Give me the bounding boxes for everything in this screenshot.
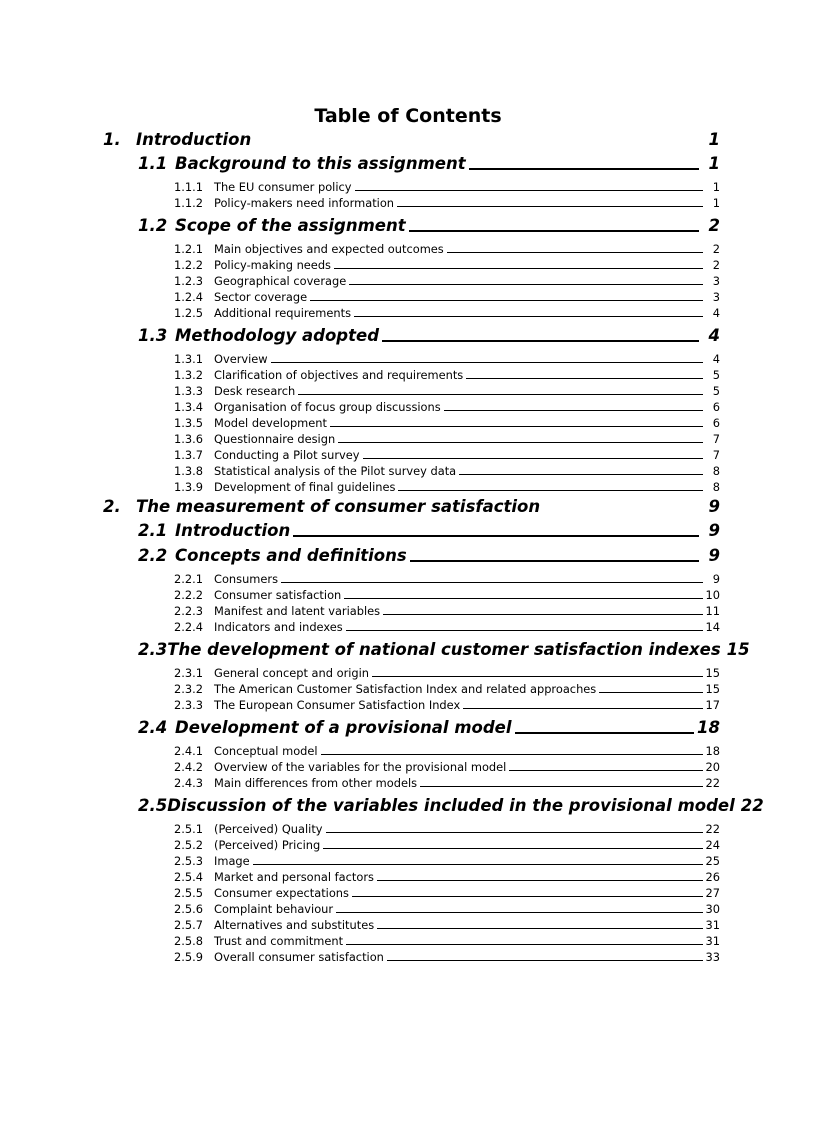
toc-leader-line <box>326 832 703 833</box>
toc-entry-level-3[interactable] <box>174 256 720 272</box>
toc-entry-page: 26 <box>705 870 720 884</box>
toc-entry-page: 7 <box>712 448 720 462</box>
toc-entry-page: 8 <box>712 480 720 494</box>
toc-entry-page: 10 <box>705 588 720 602</box>
toc-entry-title: Indicators and indexes <box>214 620 343 634</box>
toc-entry-level-3[interactable] <box>174 462 720 478</box>
toc-entry-title: Overall consumer satisfaction <box>214 950 384 964</box>
toc-leader-line <box>253 864 703 865</box>
toc-entry-number: 1.2 <box>138 216 168 235</box>
toc-entry-title: Consumer satisfaction <box>214 588 342 602</box>
toc-entry-number: 2.3.1 <box>174 666 203 680</box>
toc-entry-level-3[interactable] <box>174 932 720 948</box>
toc-leader-line <box>334 268 703 269</box>
toc-entry-level-3[interactable] <box>174 414 720 430</box>
toc-entry-level-3[interactable] <box>174 948 720 964</box>
toc-leader-line <box>377 928 702 929</box>
toc-entry-number: 2. <box>103 497 121 516</box>
toc-entry-page: 22 <box>705 776 720 790</box>
toc-entry-number: 1.2.1 <box>174 242 203 256</box>
toc-leader-line <box>398 490 703 491</box>
toc-entry-page: 3 <box>712 290 720 304</box>
toc-entry-level-3[interactable] <box>174 868 720 884</box>
toc-leader-line <box>372 676 702 677</box>
toc-entry-number: 2.4.1 <box>174 744 203 758</box>
toc-entry-number: 2.3.2 <box>174 682 203 696</box>
toc-leader-line <box>383 614 702 615</box>
toc-entry-number: 2.5.3 <box>174 854 203 868</box>
toc-entry-page: 22 <box>740 796 764 815</box>
toc-leader-line <box>410 560 699 562</box>
toc-entry-level-3[interactable] <box>174 664 720 680</box>
toc-entry-title: Overview of the variables for the provisional model <box>214 760 507 774</box>
toc-entry-number: 1.3 <box>138 326 168 345</box>
toc-leader-line <box>363 458 704 459</box>
toc-entry-page: 6 <box>712 416 720 430</box>
toc-entry-level-3[interactable] <box>174 916 720 932</box>
toc-leader-line <box>444 410 703 411</box>
toc-entry-title: Statistical analysis of the Pilot survey data <box>214 464 457 478</box>
toc-entry-level-2[interactable] <box>138 545 720 565</box>
toc-entry-number: 2.2.3 <box>174 604 203 618</box>
toc-entry-title: Conceptual model <box>214 744 318 758</box>
toc-entry-title: The European Consumer Satisfaction Index <box>214 698 461 712</box>
toc-entry-page: 9 <box>708 521 720 540</box>
toc-entry-page: 3 <box>712 274 720 288</box>
toc-entry-number: 1.1.2 <box>174 196 203 210</box>
toc-entry-level-3[interactable] <box>174 758 720 774</box>
toc-entry-page: 4 <box>712 352 720 366</box>
toc-entry-title: Additional requirements <box>214 306 352 320</box>
toc-leader-line <box>387 960 703 961</box>
toc-leader-line <box>466 378 703 379</box>
toc-entry-number: 2.4 <box>138 718 168 737</box>
toc-entry-level-1[interactable] <box>103 129 720 149</box>
toc-entry-level-3[interactable] <box>174 366 720 382</box>
toc-entry-level-3[interactable] <box>174 884 720 900</box>
toc-entry-title: Methodology adopted <box>175 326 380 345</box>
toc-entry-level-3[interactable] <box>174 350 720 366</box>
toc-entry-number: 1.3.4 <box>174 400 203 414</box>
toc-entry-number: 1.2.3 <box>174 274 203 288</box>
toc-entry-page: 31 <box>705 918 720 932</box>
toc-entry-title: Complaint behaviour <box>214 902 334 916</box>
toc-entry-page: 9 <box>708 497 720 516</box>
toc-entry-number: 1.3.6 <box>174 432 203 446</box>
toc-entry-level-2[interactable] <box>138 795 764 815</box>
toc-leader-line <box>336 912 702 913</box>
toc-leader-line <box>310 300 703 301</box>
toc-entry-title: Introduction <box>175 521 291 540</box>
toc-entry-level-2[interactable] <box>138 153 720 173</box>
toc-entry-page: 1 <box>708 130 720 149</box>
toc-entry-number: 1. <box>103 130 121 149</box>
toc-entry-number: 2.2.4 <box>174 620 203 634</box>
toc-entry-level-2[interactable] <box>138 215 720 235</box>
toc-entry-level-3[interactable] <box>174 836 720 852</box>
toc-entry-title: The development of national customer satisfaction indexes <box>167 640 721 659</box>
toc-entry-level-3[interactable] <box>174 446 720 462</box>
toc-entry-title: Trust and commitment <box>214 934 344 948</box>
toc-entry-level-3[interactable] <box>174 820 720 836</box>
toc-entry-level-3[interactable] <box>174 194 720 210</box>
toc-entry-level-3[interactable] <box>174 272 720 288</box>
toc-entry-number: 1.3.1 <box>174 352 203 366</box>
toc-entry-title: Overview <box>214 352 268 366</box>
toc-entry-page: 5 <box>712 384 720 398</box>
toc-entry-title: Development of a provisional model <box>175 718 512 737</box>
toc-entry-level-2[interactable] <box>138 520 720 540</box>
toc-entry-title: Questionnaire design <box>214 432 336 446</box>
toc-entry-page: 7 <box>712 432 720 446</box>
toc-leader-line <box>293 535 699 537</box>
toc-leader-line <box>346 944 702 945</box>
toc-entry-level-3[interactable] <box>174 430 720 446</box>
toc-entry-page: 15 <box>726 640 750 659</box>
toc-entry-level-3[interactable] <box>174 774 720 790</box>
toc-entry-title: Scope of the assignment <box>175 216 406 235</box>
toc-entry-page: 31 <box>705 934 720 948</box>
toc-entry-title: Main differences from other models <box>214 776 418 790</box>
toc-entry-level-2[interactable] <box>138 717 720 737</box>
toc-entry-level-2[interactable] <box>138 325 720 345</box>
toc-entry-title: Alternatives and substitutes <box>214 918 375 932</box>
toc-leader-line <box>459 474 703 475</box>
toc-entry-level-3[interactable] <box>174 478 720 494</box>
toc-leader-line <box>599 692 702 693</box>
toc-entry-title: Image <box>214 854 250 868</box>
toc-entry-number: 2.5 <box>138 796 168 815</box>
toc-entry-page: 8 <box>712 464 720 478</box>
page-title: Table of Contents <box>314 105 502 127</box>
toc-entry-title: Introduction <box>136 130 252 149</box>
toc-entry-title: Main objectives and expected outcomes <box>214 242 444 256</box>
toc-entry-number: 1.1 <box>138 154 168 173</box>
toc-leader-line <box>352 896 703 897</box>
toc-entry-level-3[interactable] <box>174 680 720 696</box>
toc-leader-line <box>377 880 703 881</box>
toc-entry-page: 30 <box>705 902 720 916</box>
toc-entry-title: (Perceived) Pricing <box>214 838 321 852</box>
toc-entry-level-3[interactable] <box>174 240 720 256</box>
toc-entry-number: 2.2.2 <box>174 588 203 602</box>
toc-entry-number: 2.5.6 <box>174 902 203 916</box>
toc-entry-page: 1 <box>712 180 720 194</box>
toc-entry-title: Model development <box>214 416 327 430</box>
toc-leader-line <box>346 630 703 631</box>
toc-entry-number: 1.3.9 <box>174 480 203 494</box>
toc-entry-level-3[interactable] <box>174 586 720 602</box>
toc-entry-page: 2 <box>712 242 720 256</box>
toc-entry-page: 20 <box>705 760 720 774</box>
toc-leader-line <box>382 340 699 342</box>
toc-entry-number: 1.2.4 <box>174 290 203 304</box>
toc-entry-number: 2.5.1 <box>174 822 203 836</box>
toc-entry-page: 15 <box>705 666 720 680</box>
toc-leader-line <box>420 786 702 787</box>
toc-entry-page: 1 <box>712 196 720 210</box>
toc-entry-number: 2.5.8 <box>174 934 203 948</box>
toc-leader-line <box>515 732 695 734</box>
toc-entry-title: Concepts and definitions <box>175 546 407 565</box>
toc-entry-page: 11 <box>705 604 720 618</box>
toc-entry-page: 9 <box>712 572 720 586</box>
toc-entry-page: 1 <box>708 154 720 173</box>
toc-entry-number: 2.4.2 <box>174 760 203 774</box>
toc-entry-page: 24 <box>705 838 720 852</box>
toc-leader-line <box>509 770 702 771</box>
toc-leader-line <box>298 394 703 395</box>
toc-entry-title: The American Customer Satisfaction Index and related approaches <box>214 682 597 696</box>
toc-entry-title: Policy-makers need information <box>214 196 395 210</box>
toc-entry-title: Policy-making needs <box>214 258 331 272</box>
toc-leader-line <box>354 316 703 317</box>
toc-entry-title: (Perceived) Quality <box>214 822 323 836</box>
toc-entry-level-3[interactable] <box>174 304 720 320</box>
toc-entry-page: 22 <box>705 822 720 836</box>
toc-entry-level-2[interactable] <box>138 639 750 659</box>
toc-entry-level-3[interactable] <box>174 570 720 586</box>
toc-entry-page: 5 <box>712 368 720 382</box>
toc-leader-line <box>349 284 703 285</box>
toc-entry-title: Background to this assignment <box>175 154 466 173</box>
toc-leader-line <box>321 754 703 755</box>
toc-entry-level-1[interactable] <box>103 496 720 516</box>
toc-entry-title: Geographical coverage <box>214 274 347 288</box>
toc-leader-line <box>281 582 703 583</box>
toc-leader-line <box>330 426 703 427</box>
toc-entry-level-3[interactable] <box>174 852 720 868</box>
toc-entry-title: Organisation of focus group discussions <box>214 400 441 414</box>
toc-entry-number: 2.2.1 <box>174 572 203 586</box>
toc-entry-page: 14 <box>705 620 720 634</box>
toc-entry-title: General concept and origin <box>214 666 370 680</box>
toc-entry-number: 1.3.3 <box>174 384 203 398</box>
toc-entry-title: Manifest and latent variables <box>214 604 381 618</box>
toc-entry-number: 2.5.9 <box>174 950 203 964</box>
toc-entry-title: Consumers <box>214 572 279 586</box>
toc-leader-line <box>355 190 703 191</box>
toc-entry-page: 18 <box>705 744 720 758</box>
toc-entry-number: 1.3.2 <box>174 368 203 382</box>
toc-entry-title: Development of final guidelines <box>214 480 396 494</box>
toc-entry-page: 27 <box>705 886 720 900</box>
toc-entry-number: 2.5.7 <box>174 918 203 932</box>
toc-entry-page: 17 <box>705 698 720 712</box>
toc-entry-page: 25 <box>705 854 720 868</box>
toc-entry-level-3[interactable] <box>174 900 720 916</box>
toc-leader-line <box>397 206 703 207</box>
toc-leader-line <box>469 168 699 170</box>
toc-entry-title: The EU consumer policy <box>214 180 352 194</box>
toc-entry-number: 1.3.8 <box>174 464 203 478</box>
toc-leader-line <box>447 252 703 253</box>
toc-entry-number: 2.2 <box>138 546 168 565</box>
toc-leader-line <box>463 708 702 709</box>
toc-entry-page: 2 <box>712 258 720 272</box>
toc-entry-level-3[interactable] <box>174 382 720 398</box>
toc-entry-level-3[interactable] <box>174 178 720 194</box>
toc-entry-title: Conducting a Pilot survey <box>214 448 360 462</box>
toc-entry-number: 1.2.5 <box>174 306 203 320</box>
toc-entry-number: 1.1.1 <box>174 180 203 194</box>
toc-entry-page: 33 <box>705 950 720 964</box>
toc-entry-page: 4 <box>708 326 720 345</box>
toc-entry-number: 1.3.7 <box>174 448 203 462</box>
toc-entry-number: 1.2.2 <box>174 258 203 272</box>
toc-leader-line <box>323 848 702 849</box>
toc-leader-line <box>409 230 699 232</box>
toc-entry-title: The measurement of consumer satisfaction <box>136 497 541 516</box>
toc-entry-title: Sector coverage <box>214 290 308 304</box>
toc-entry-page: 9 <box>708 546 720 565</box>
toc-entry-level-3[interactable] <box>174 398 720 414</box>
toc-entry-level-3[interactable] <box>174 602 720 618</box>
toc-entry-number: 1.3.5 <box>174 416 203 430</box>
toc-leader-line <box>271 362 703 363</box>
toc-entry-number: 2.5.2 <box>174 838 203 852</box>
toc-entry-level-3[interactable] <box>174 696 720 712</box>
toc-entry-level-3[interactable] <box>174 742 720 758</box>
toc-entry-number: 2.5.4 <box>174 870 203 884</box>
toc-entry-page: 4 <box>712 306 720 320</box>
toc-leader-line <box>338 442 703 443</box>
toc-entry-title: Clarification of objectives and requirements <box>214 368 464 382</box>
toc-entry-number: 2.4.3 <box>174 776 203 790</box>
toc-entry-number: 2.5.5 <box>174 886 203 900</box>
toc-entry-level-3[interactable] <box>174 618 720 634</box>
toc-entry-title: Market and personal factors <box>214 870 374 884</box>
toc-entry-level-3[interactable] <box>174 288 720 304</box>
toc-entry-number: 2.3.3 <box>174 698 203 712</box>
toc-entry-number: 2.1 <box>138 521 168 540</box>
toc-entry-page: 6 <box>712 400 720 414</box>
toc-entry-title: Discussion of the variables included in the provisional model <box>167 796 735 815</box>
toc-entry-page: 2 <box>708 216 720 235</box>
toc-leader-line <box>344 598 702 599</box>
toc-entry-title: Consumer expectations <box>214 886 349 900</box>
toc-entry-title: Desk research <box>214 384 296 398</box>
toc-entry-page: 18 <box>697 718 720 737</box>
toc-entry-page: 15 <box>705 682 720 696</box>
toc-entry-number: 2.3 <box>138 640 168 659</box>
